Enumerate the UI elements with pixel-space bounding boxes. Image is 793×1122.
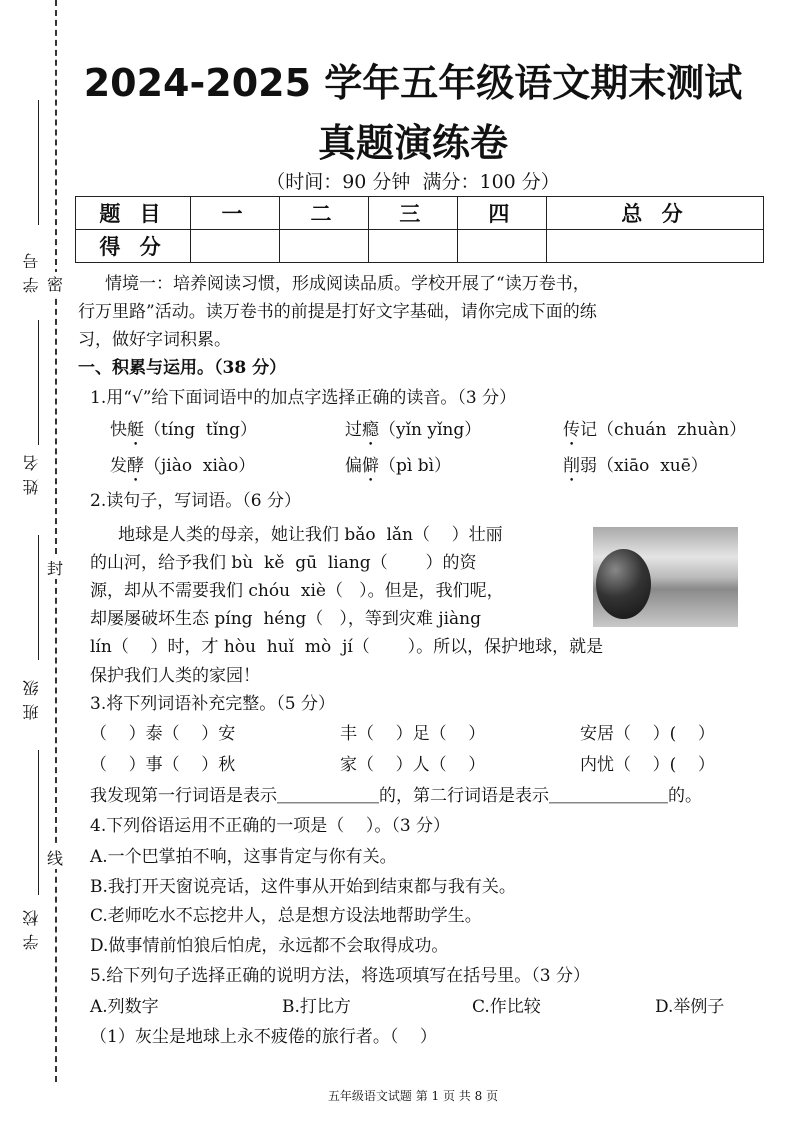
question-2-title: 2.读句子，写词语。（6 分） [90,491,301,511]
idiom-blank: 内忧（ ）( ） [580,755,715,775]
passage-line: 保护我们人类的家园！ [90,666,260,686]
name-label: 姓名 [22,447,41,495]
option-b: B.我打开天窗说亮话，这件事从开始到结束都与我有关。 [90,877,516,897]
question-4-title: 4.下列俗语运用不正确的一项是（ ）。（3 分） [90,816,451,836]
method-option-b: B.打比方 [282,997,351,1017]
intro-line: 情境一：培养阅读习惯，形成阅读品质。学校开展了“读万卷书， [105,274,590,294]
class-label: 班级 [22,672,41,720]
header-cell: 四 [457,197,546,230]
seal-marker-xian: 线 [47,846,63,869]
idiom-blank: 丰（ ）足（ ） [340,724,486,744]
idiom-blank: （ ）泰（ ）安 [90,724,236,744]
pinyin-choices: （chuán zhuàn） [597,420,747,440]
method-option-d: D.举例子 [655,997,725,1017]
student-id-label: 学号 [22,245,41,293]
header-cell: 二 [279,197,368,230]
dotted-char: 传 [563,420,580,440]
pinyin-choices: （xiāo xuē） [597,456,708,476]
word-part: 过 [345,420,362,440]
header-cell: 三 [368,197,457,230]
score-table [75,196,764,263]
pinyin-choices: （yǐn yǐng） [379,420,482,440]
idiom-blank: 家（ ）人（ ） [340,755,486,775]
idiom-blank: （ ）事（ ）秋 [90,755,236,775]
pinyin-choices: （pì bì） [379,456,452,476]
pinyin-item [563,419,746,450]
option-d: D.做事情前怕狼后怕虎，永远都不会取得成功。 [90,936,449,956]
word-part: 弱 [580,456,597,476]
school-label: 学校 [22,902,41,950]
dotted-char: 艇 [127,420,144,440]
question-1-title: 1.用“√”给下面词语中的加点字选择正确的读音。（3 分） [90,388,517,408]
intro-line: 习，做好字词积累。 [78,330,231,350]
score-row [76,230,764,263]
seal-marker-mi: 密 [47,272,63,295]
page-title-line2: 真题演练卷 [317,121,508,165]
question-5-title: 5.给下列句子选择正确的说明方法，将选项填写在括号里。（3 分） [90,966,590,986]
exam-time-score: （时间：90 分钟 满分：100 分） [266,171,560,193]
pinyin-choices: （jiào xiào） [144,456,256,476]
passage-line: 的山河，给予我们 bù kě gū liang（ ）的资 [90,553,477,573]
pinyin-item [563,455,708,486]
intro-line: 行万里路”活动。读万卷书的前提是打好文字基础，请你完成下面的练 [78,302,597,322]
score-cell[interactable] [546,230,763,263]
pinyin-item [110,419,257,450]
passage-line: lín（ ）时，才 hòu huǐ mò jí（ ）。所以，保护地球，就是 [90,637,604,657]
score-cell[interactable] [279,230,368,263]
word-part: 发 [110,456,127,476]
word-part: 记 [580,420,597,440]
pinyin-item [110,455,255,486]
passage-line: 源，却从不需要我们 chóu xiè（ ）。但是，我们呢， [90,581,504,601]
field-line-school [38,750,39,895]
dotted-char: 瘾 [362,420,379,440]
page-title: 2024-2025 学年五年级语文期末测试 [83,61,743,105]
header-cell: 题 目 [76,197,191,230]
word-part: 偏 [345,456,362,476]
pinyin-item [345,455,451,486]
pinyin-item [345,419,481,450]
method-option-c: C.作比较 [472,997,541,1017]
passage-line: 地球是人类的母亲，她让我们 bǎo lǎn（ ）壮丽 [118,525,503,545]
method-option-a: A.列数字 [90,997,159,1017]
option-a: A.一个巴掌拍不响，这事肯定与你有关。 [90,847,397,867]
word-part: 快 [110,420,127,440]
section-heading: 一、积累与运用。（38 分） [78,358,287,378]
header-cell: 总 分 [546,197,763,230]
field-line-class [38,535,39,660]
question-3-title: 3.将下列词语补充完整。（5 分） [90,694,335,714]
score-cell[interactable] [368,230,457,263]
earth-photo [593,527,738,627]
page-footer: 五年级语文试题 第 1 页 共 8 页 [327,1089,499,1103]
score-row-label: 得 分 [76,230,191,263]
header-cell: 一 [191,197,280,230]
finding-line: 我发现第一行词语是表示＿＿＿＿＿＿的，第二行词语是表示＿＿＿＿＿＿＿的。 [90,786,702,806]
score-cell[interactable] [191,230,280,263]
sub-question-1: （1）灰尘是地球上永不疲倦的旅行者。（ ） [90,1027,437,1047]
option-c: C.老师吃水不忘挖井人，总是想方设法地帮助学生。 [90,906,482,926]
score-table-header [76,197,764,230]
idiom-blank: 安居（ ）( ） [580,724,715,744]
pinyin-choices: （tíng tǐng） [144,420,258,440]
seal-marker-feng: 封 [47,556,63,579]
dotted-char: 酵 [127,456,144,476]
field-line-name [38,320,39,445]
passage-line: 却屡屡破坏生态 píng héng（ ），等到灾难 jiàng [90,609,481,629]
dotted-char: 僻 [362,456,379,476]
dotted-char: 削 [563,456,580,476]
globe-image [596,549,651,619]
score-cell[interactable] [457,230,546,263]
